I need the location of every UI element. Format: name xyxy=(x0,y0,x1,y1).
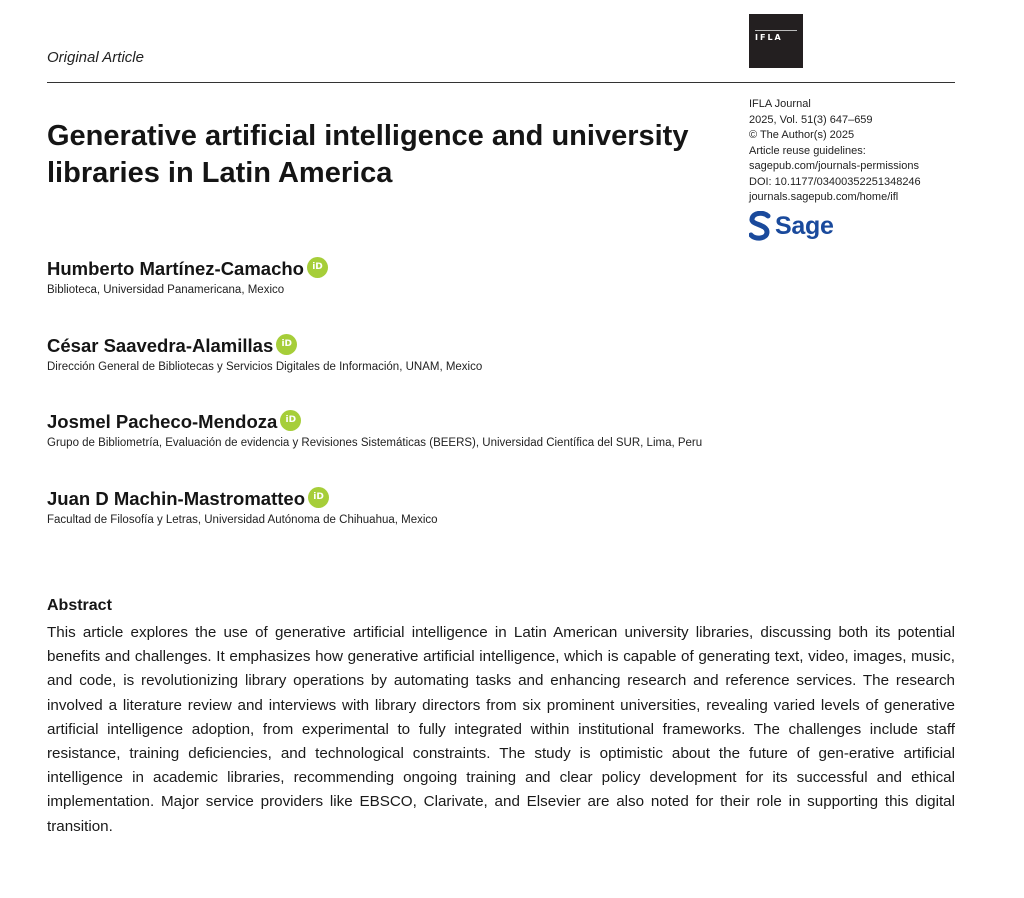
journal-meta xyxy=(749,97,989,206)
author-name: Juan D Machin-Mastromatteo xyxy=(47,488,306,509)
journal-copyright: © The Author(s) 2025 xyxy=(749,129,855,141)
author-name: Josmel Pacheco-Mendoza xyxy=(47,411,278,432)
header-rule xyxy=(47,82,955,83)
reuse-label: Article reuse guidelines: xyxy=(749,144,866,157)
author-affiliation: Facultad de Filosofía y Letras, Universidad Autónoma de Chihuahua, Mexico xyxy=(47,514,438,526)
author-block xyxy=(47,258,328,296)
sage-s-icon xyxy=(749,211,771,241)
author-affiliation: Dirección General de Bibliotecas y Servicios Digitales de Información, UNAM, Mexico xyxy=(47,361,483,373)
author-affiliation: Grupo de Bibliometría, Evaluación de evidencia y Revisiones Sistemáticas (BEERS), Universidad Científica del SUR, Lima, Peru xyxy=(47,437,703,449)
abstract-heading: Abstract xyxy=(47,597,112,614)
publisher-name: Sage xyxy=(775,211,834,240)
sage-logo xyxy=(749,208,834,244)
journal-name: IFLA Journal xyxy=(749,98,811,110)
ifla-logo xyxy=(749,14,803,68)
orcid-icon[interactable]: iD xyxy=(280,410,301,431)
author-block xyxy=(47,335,482,373)
logo-text: IFLA xyxy=(755,33,783,42)
author-block xyxy=(47,488,438,526)
journal-volume: 2025, Vol. 51(3) 647–659 xyxy=(749,113,873,126)
article-type-label: Original Article xyxy=(47,49,144,66)
logo-divider xyxy=(755,30,797,31)
author-block xyxy=(47,411,702,449)
abstract-text: This article explores the use of generative artificial intelligence in Latin American university libraries, discussing both its potential benefits and challenges. It emphasizes how generative artificial intelligence, which is capable of generating text, video, images, music, and code, is revolutionizing library operations by automating tasks and enhancing research and reference services. The research involved a literature review and interviews with library directors from six prominent universities, revealing varied levels of generative artificial intelligence adoption, from experimental to fully integrated within institutional frameworks. The challenges include staff resistance, training deficiencies, and technological constraints. The study is optimistic about the future of gen-erative artificial intelligence in academic libraries, recommending ongoing training and clear policy development for its successful and ethical implementation. Major service providers like EBSCO, Clarivate, and Elsevier are also noted for their role in supporting this digital transition. xyxy=(47,624,955,835)
article-title: Generative artificial intelligence and university libraries in Latin America xyxy=(47,120,689,189)
author-name: Humberto Martínez-Camacho xyxy=(47,258,304,279)
author-name: César Saavedra-Alamillas xyxy=(47,335,274,356)
reuse-link[interactable]: sagepub.com/journals-permissions xyxy=(749,160,919,172)
orcid-icon[interactable]: iD xyxy=(276,334,297,355)
orcid-icon[interactable]: iD xyxy=(308,487,329,508)
journal-homepage-link[interactable]: journals.sagepub.com/home/ifl xyxy=(749,191,899,203)
orcid-icon[interactable]: iD xyxy=(307,257,328,278)
author-affiliation: Biblioteca, Universidad Panamericana, Mexico xyxy=(47,284,285,296)
doi[interactable]: DOI: 10.1177/03400352251348246 xyxy=(749,175,921,188)
